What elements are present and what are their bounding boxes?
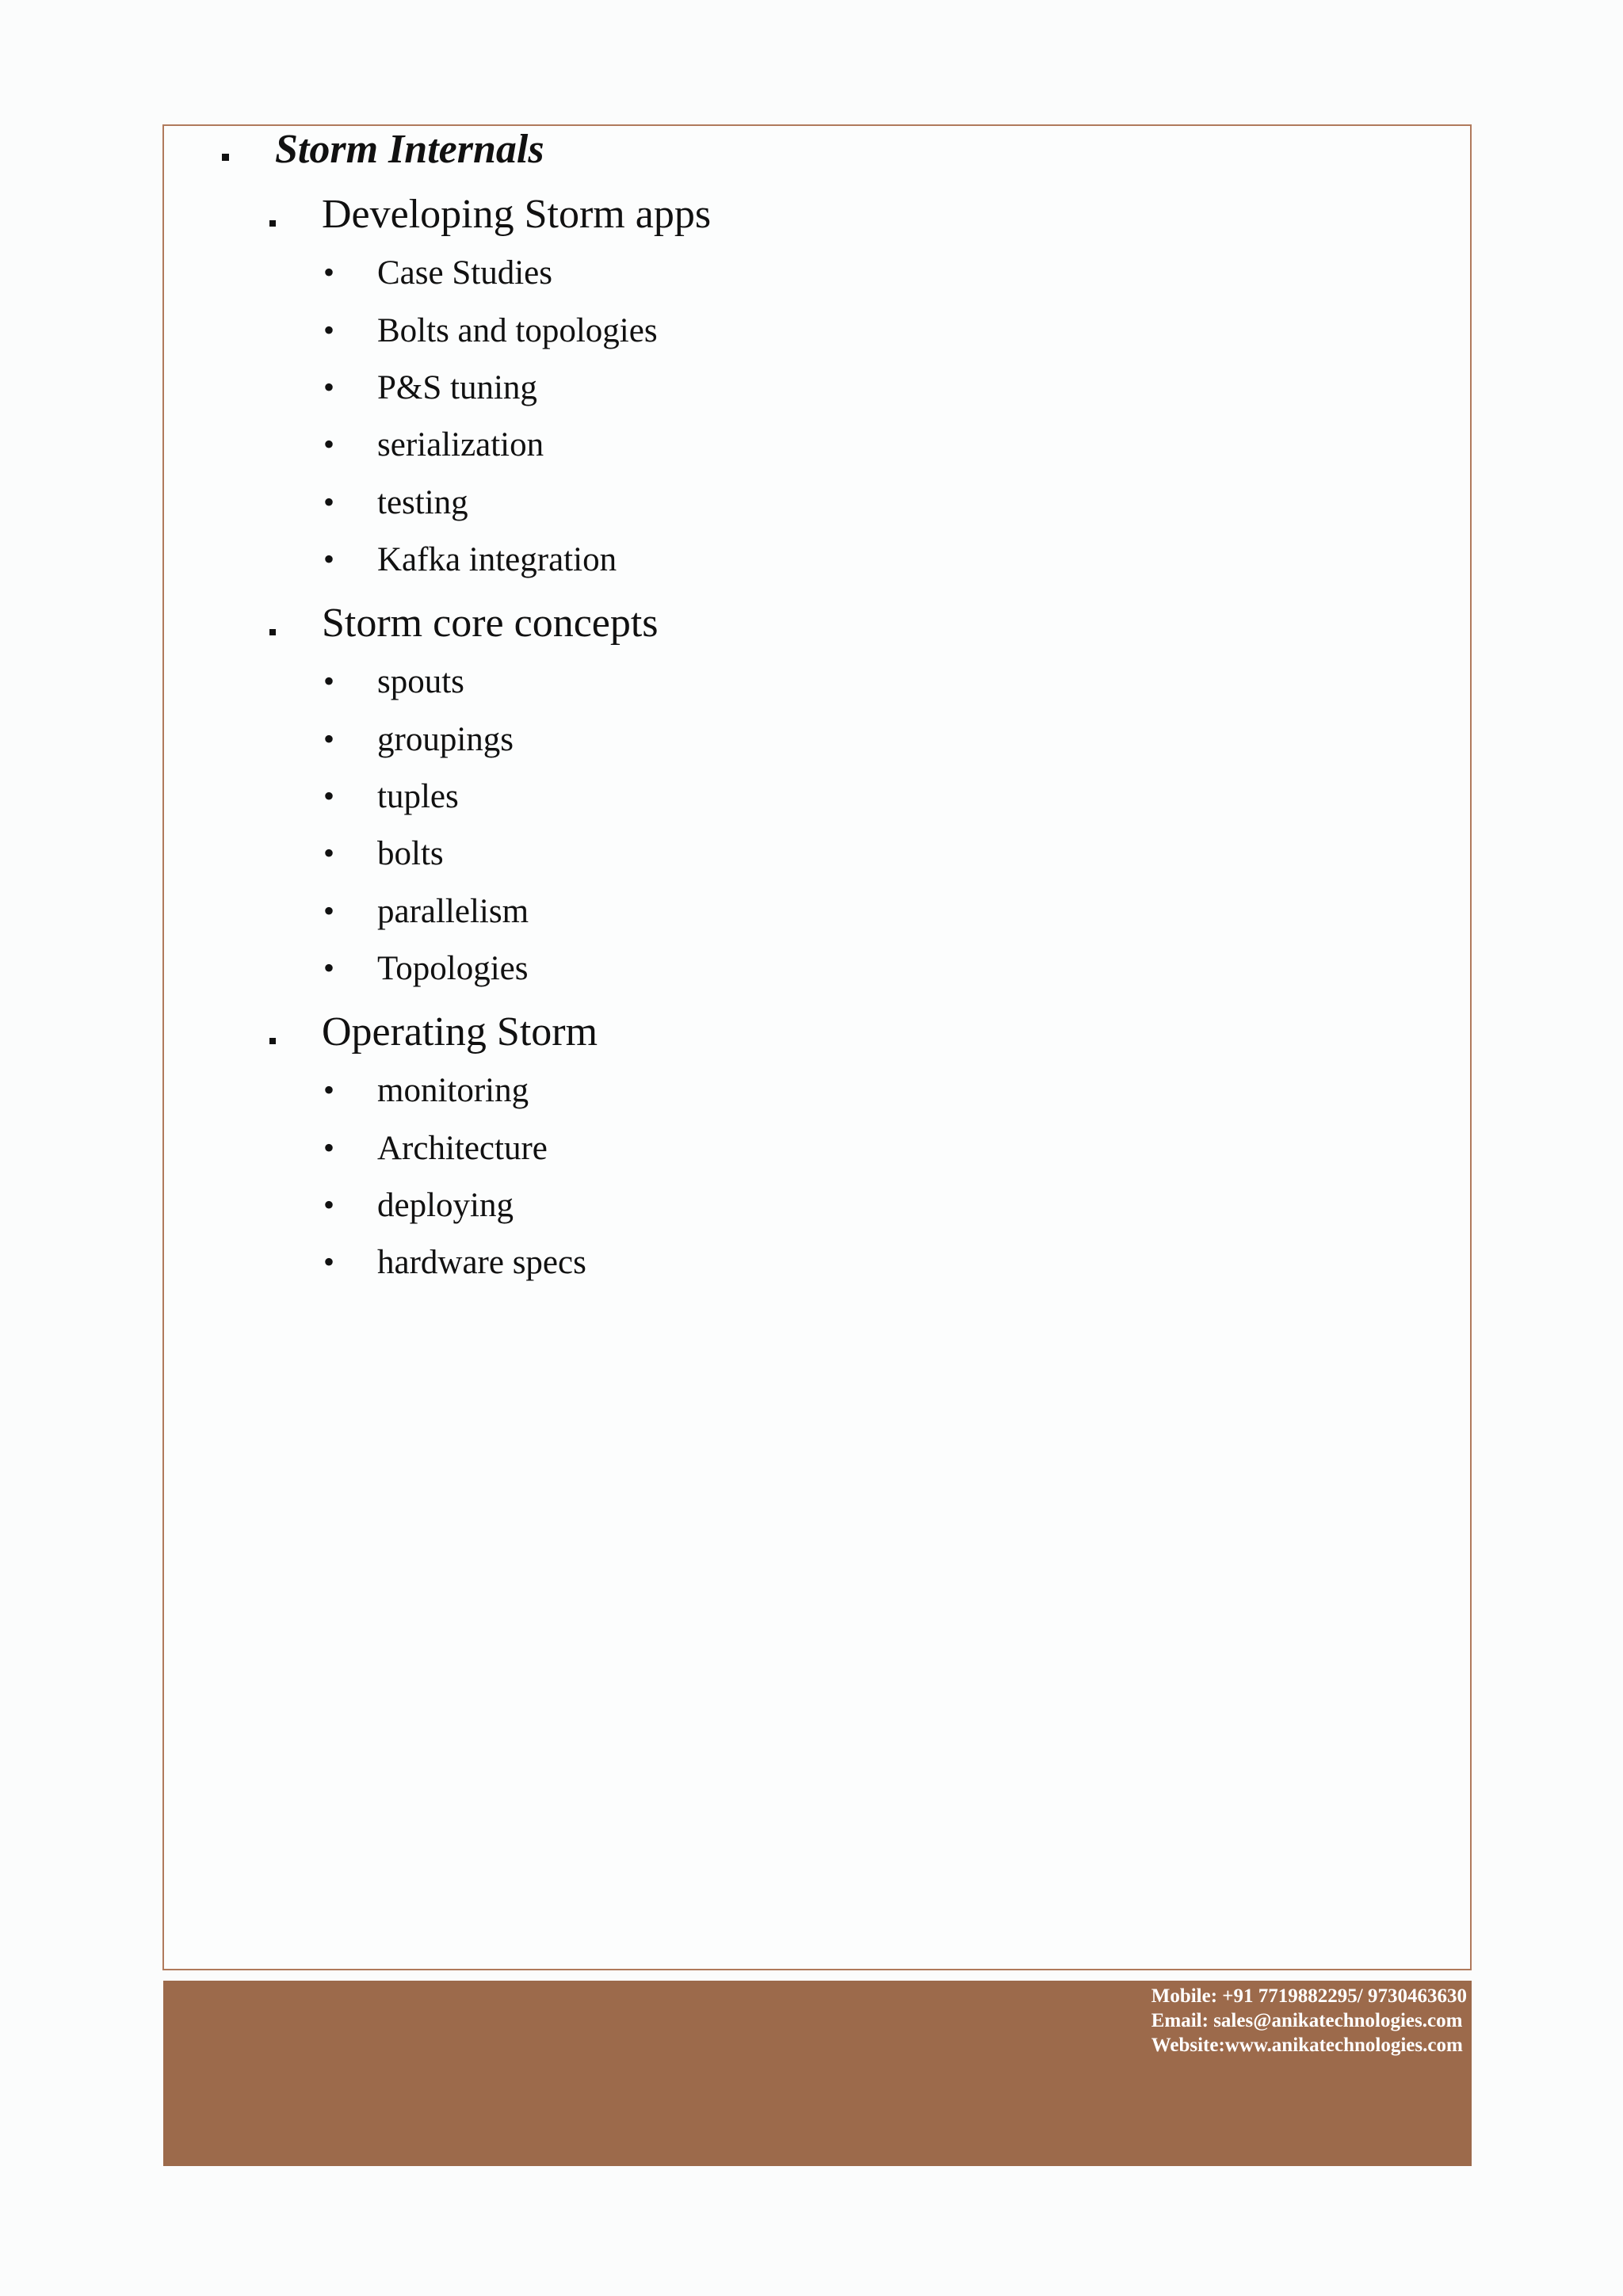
group-title: Storm core concepts (322, 601, 659, 646)
list-item: P&S tuning (377, 369, 537, 406)
round-bullet-icon: • (323, 484, 335, 520)
list-item: monitoring (377, 1072, 529, 1109)
list-item: parallelism (377, 893, 529, 930)
round-bullet-icon: • (323, 254, 335, 290)
footer-email[interactable]: Email: sales@anikatechnologies.com (1151, 2010, 1463, 2031)
round-bullet-icon: • (323, 835, 335, 871)
list-item: deploying (377, 1187, 514, 1224)
footer-mobile: Mobile: +91 7719882295/ 9730463630 (1151, 1985, 1467, 2007)
section-title: Storm Internals (275, 127, 544, 172)
round-bullet-icon: • (323, 369, 335, 405)
round-bullet-icon: • (323, 1244, 335, 1280)
list-item: groupings (377, 721, 514, 758)
square-bullet-icon (269, 629, 276, 635)
list-item: Case Studies (377, 254, 552, 292)
group-title: Operating Storm (322, 1009, 598, 1055)
group-title: Developing Storm apps (322, 192, 712, 237)
square-bullet-icon (269, 220, 276, 227)
footer-band (163, 1981, 1472, 2166)
round-bullet-icon: • (323, 1130, 335, 1165)
round-bullet-icon: • (323, 721, 335, 757)
round-bullet-icon: • (323, 893, 335, 929)
round-bullet-icon: • (323, 426, 335, 462)
list-item: tuples (377, 778, 459, 815)
round-bullet-icon: • (323, 778, 335, 814)
square-bullet-icon (222, 154, 229, 161)
footer-website[interactable]: Website:www.anikatechnologies.com (1151, 2035, 1463, 2056)
round-bullet-icon: • (323, 1187, 335, 1222)
square-bullet-icon (269, 1038, 276, 1044)
list-item: Bolts and topologies (377, 312, 658, 349)
list-item: serialization (377, 426, 544, 463)
footer-contacts (1151, 1984, 1467, 2058)
round-bullet-icon: • (323, 950, 335, 986)
round-bullet-icon: • (323, 1072, 335, 1108)
round-bullet-icon: • (323, 312, 335, 348)
list-item: Kafka integration (377, 541, 617, 578)
list-item: Architecture (377, 1130, 548, 1167)
list-item: Topologies (377, 950, 529, 987)
list-item: testing (377, 484, 468, 521)
list-item: spouts (377, 663, 464, 700)
round-bullet-icon: • (323, 541, 335, 577)
list-item: hardware specs (377, 1244, 586, 1281)
round-bullet-icon: • (323, 663, 335, 699)
list-item: bolts (377, 835, 444, 872)
